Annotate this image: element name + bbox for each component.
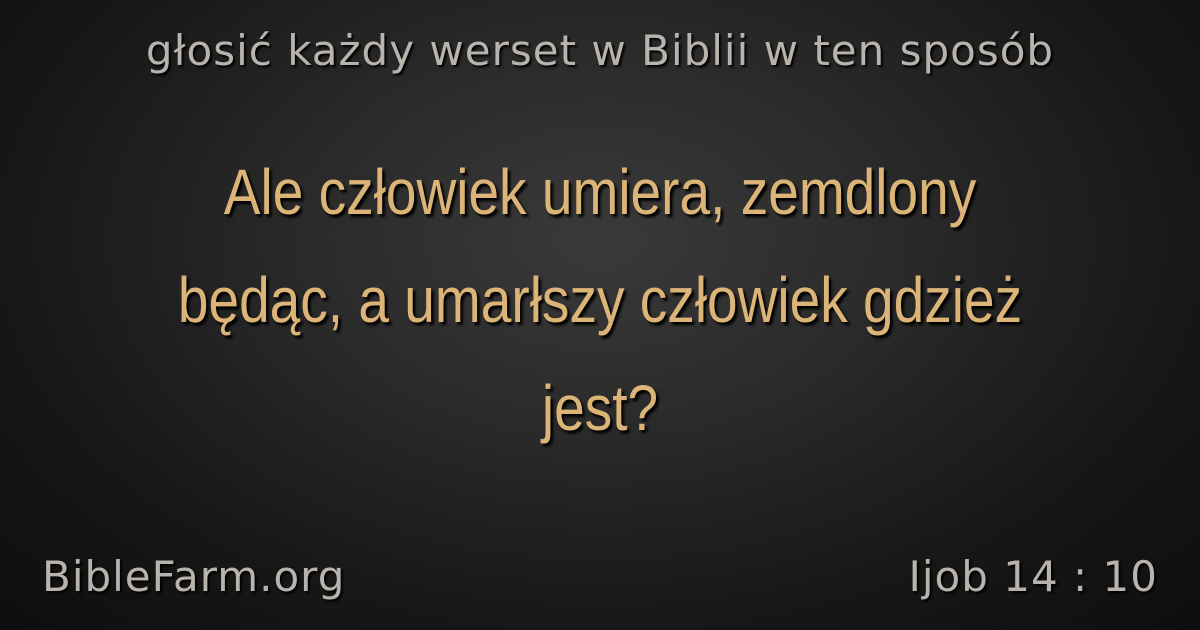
verse-text: Ale człowiek umiera, zemdlony będąc, a umarłszy człowiek gdzież jest? bbox=[177, 156, 1023, 444]
verse-reference: Ijob 14 : 10 bbox=[908, 552, 1158, 601]
site-name: BibleFarm.org bbox=[42, 552, 346, 601]
tagline: głosić każdy werset w Biblii w ten sposób bbox=[145, 26, 1055, 75]
